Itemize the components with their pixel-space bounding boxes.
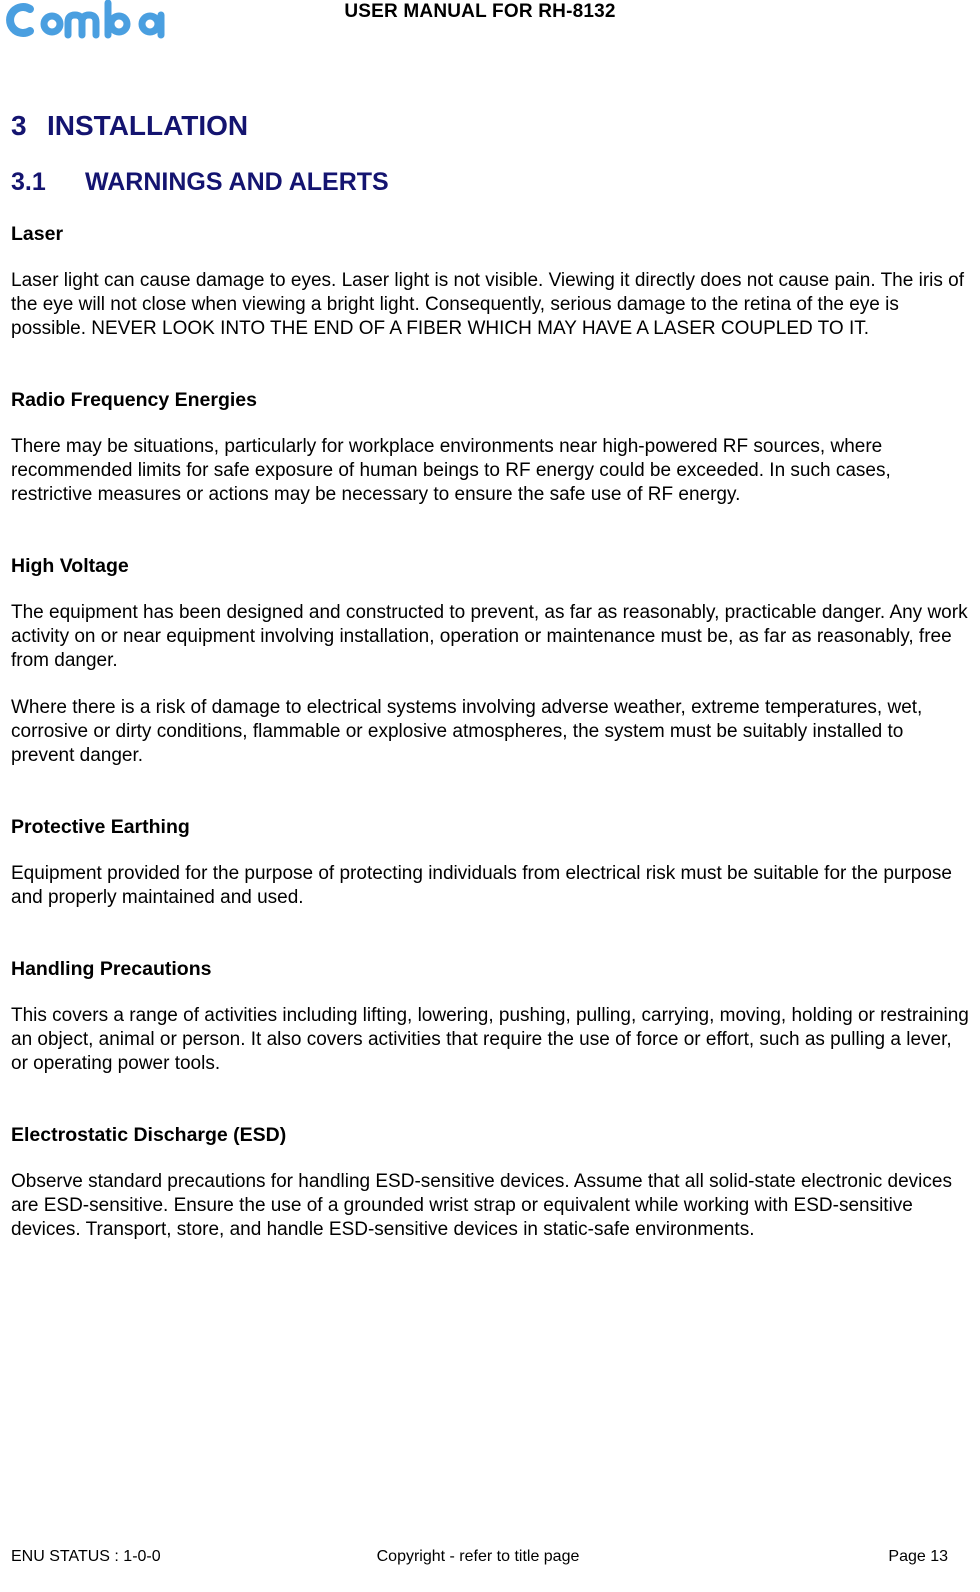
warning-paragraph: This covers a range of activities including lifting, lowering, pushing, pulling, carrying, moving, holding or restraining an object, animal or person. It also covers activities that require the use of force or effort, such as pulling a lever, or operating power tools. xyxy=(11,1005,969,1074)
warning-paragraph: The equipment has been designed and constructed to prevent, as far as reasonably, practicable danger. Any work activity on or near equipment involving installation, operation or maintenance must be, as far as reasonably, free from danger. xyxy=(11,602,968,671)
warning-heading: Electrostatic Discharge (ESD) xyxy=(11,1124,287,1146)
section-heading xyxy=(11,168,389,197)
warning-paragraph: Laser light can cause damage to eyes. Laser light is not visible. Viewing it directly does not cause pain. The iris of the eye will not close when viewing a bright light. Consequently, serious damage to the retina of the eye is possible. NEVER LOOK INTO THE END OF A FIBER WHICH MAY HAVE A LASER COUPLED TO IT. xyxy=(11,270,964,339)
warning-heading: Radio Frequency Energies xyxy=(11,389,257,411)
chapter-number: 3 xyxy=(11,110,27,141)
warning-heading: Protective Earthing xyxy=(11,816,190,838)
warning-block-laser xyxy=(11,222,969,341)
warning-heading: Handling Precautions xyxy=(11,958,212,980)
warning-block-rf xyxy=(11,388,969,507)
warning-paragraph: There may be situations, particularly for workplace environments near high-powered RF sources, where recommended limits for safe exposure of human beings to RF energy could be exceeded. In such cases, restrictive measures or actions may be necessary to ensure the safe use of RF energy. xyxy=(11,436,891,505)
warning-paragraph: Observe standard precautions for handling ESD-sensitive devices. Assume that all solid-state electronic devices are ESD-sensitive. Ensure the use of a grounded wrist strap or equivalent while working with ESD-sensitive devices. Transport, store, and handle ESD-sensitive devices in static-safe environments. xyxy=(11,1171,952,1240)
logo-text xyxy=(0,40,1,41)
warning-block-esd xyxy=(11,1123,969,1242)
warnings-content xyxy=(11,222,969,1289)
section-number: 3.1 xyxy=(11,168,46,196)
warning-heading: Laser xyxy=(11,223,64,245)
chapter-title: INSTALLATION xyxy=(47,110,249,141)
warning-heading: High Voltage xyxy=(11,555,129,577)
document-title: USER MANUAL FOR RH-8132 xyxy=(344,1,616,22)
warning-block-handling xyxy=(11,957,969,1076)
warning-block-high-voltage xyxy=(11,554,969,768)
warning-paragraph: Where there is a risk of damage to electrical systems involving adverse weather, extreme temperatures, wet, corrosive or dirty conditions, flammable or explosive atmospheres, the system must be suitably installed to prevent danger. xyxy=(11,697,923,766)
chapter-heading xyxy=(11,110,248,142)
warning-paragraph: Equipment provided for the purpose of protecting individuals from electrical risk must be suitable for the purpose and properly maintained and used. xyxy=(11,863,952,908)
warning-block-earthing xyxy=(11,815,969,910)
footer-copyright: Copyright - refer to title page xyxy=(376,1548,580,1565)
page-footer xyxy=(0,1548,980,1570)
footer-page-number: Page 13 xyxy=(888,1548,948,1565)
footer-status: ENU STATUS : 1-0-0 xyxy=(11,1548,161,1565)
section-title: WARNINGS AND ALERTS xyxy=(85,168,389,196)
